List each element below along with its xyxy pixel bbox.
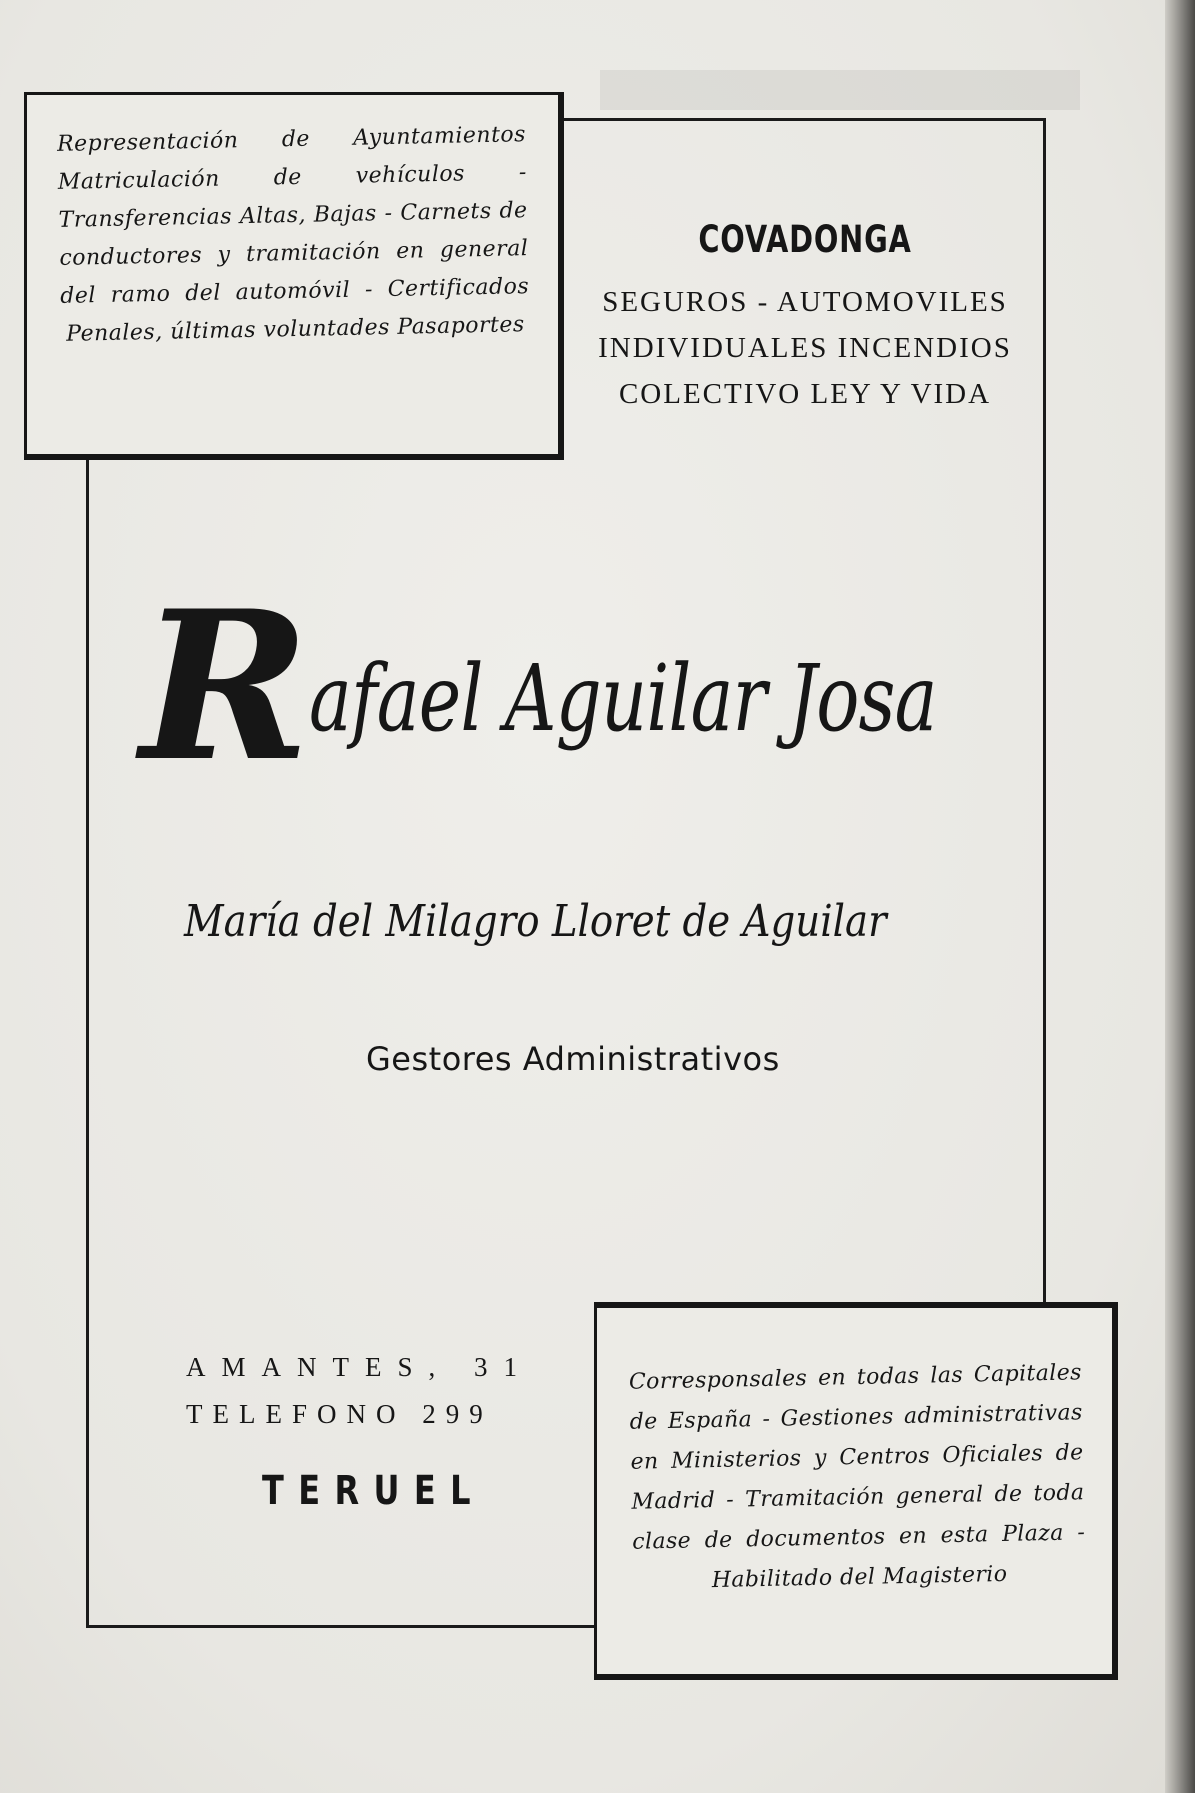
covadonga-line-1: SEGUROS - AUTOMOVILES [602, 286, 1008, 318]
partner-name-script: María del Milagro Lloret de Aguilar [184, 896, 887, 947]
bleed-through-smudge [600, 70, 1080, 110]
services-box-bottom-right [594, 1302, 1118, 1680]
covadonga-title: COVADONGA [698, 218, 912, 261]
covadonga-line-3: COLECTIVO LEY Y VIDA [618, 378, 992, 410]
profession-subtitle: Gestores Administrativos [366, 1040, 780, 1078]
services-text: Representación de Ayuntamientos Matriculación de vehículos - Transferencias Altas, Bajas - Carnets de conductores y tramitación en general del ramo del automóvil - Certificados Penales, últimas voluntades Pasaportes [56, 122, 530, 347]
phone-number: TELEFONO 299 [186, 1399, 493, 1429]
services-box-top-left [24, 92, 564, 460]
book-spine-shadow [1165, 0, 1195, 1793]
owner-name-rest: afael Aguilar Josa [309, 645, 938, 752]
city-name: TERUEL [262, 1468, 485, 1514]
owner-name-script [140, 567, 1040, 807]
correspondents-text: Corresponsales en todas las Capitales de España - Gestiones administrativas en Ministerios y Centros Oficiales de Madrid - Tramitación general de toda clase de documentos en esta Plaza - Habilitado del Magisterio [628, 1360, 1086, 1594]
covadonga-line-2: INDIVIDUALES INCENDIOS [598, 332, 1012, 364]
address-block [186, 1352, 546, 1514]
owner-name-initial: R [140, 567, 310, 807]
street-address: AMANTES, 31 [186, 1352, 534, 1382]
covadonga-insurance-block [590, 218, 1020, 417]
